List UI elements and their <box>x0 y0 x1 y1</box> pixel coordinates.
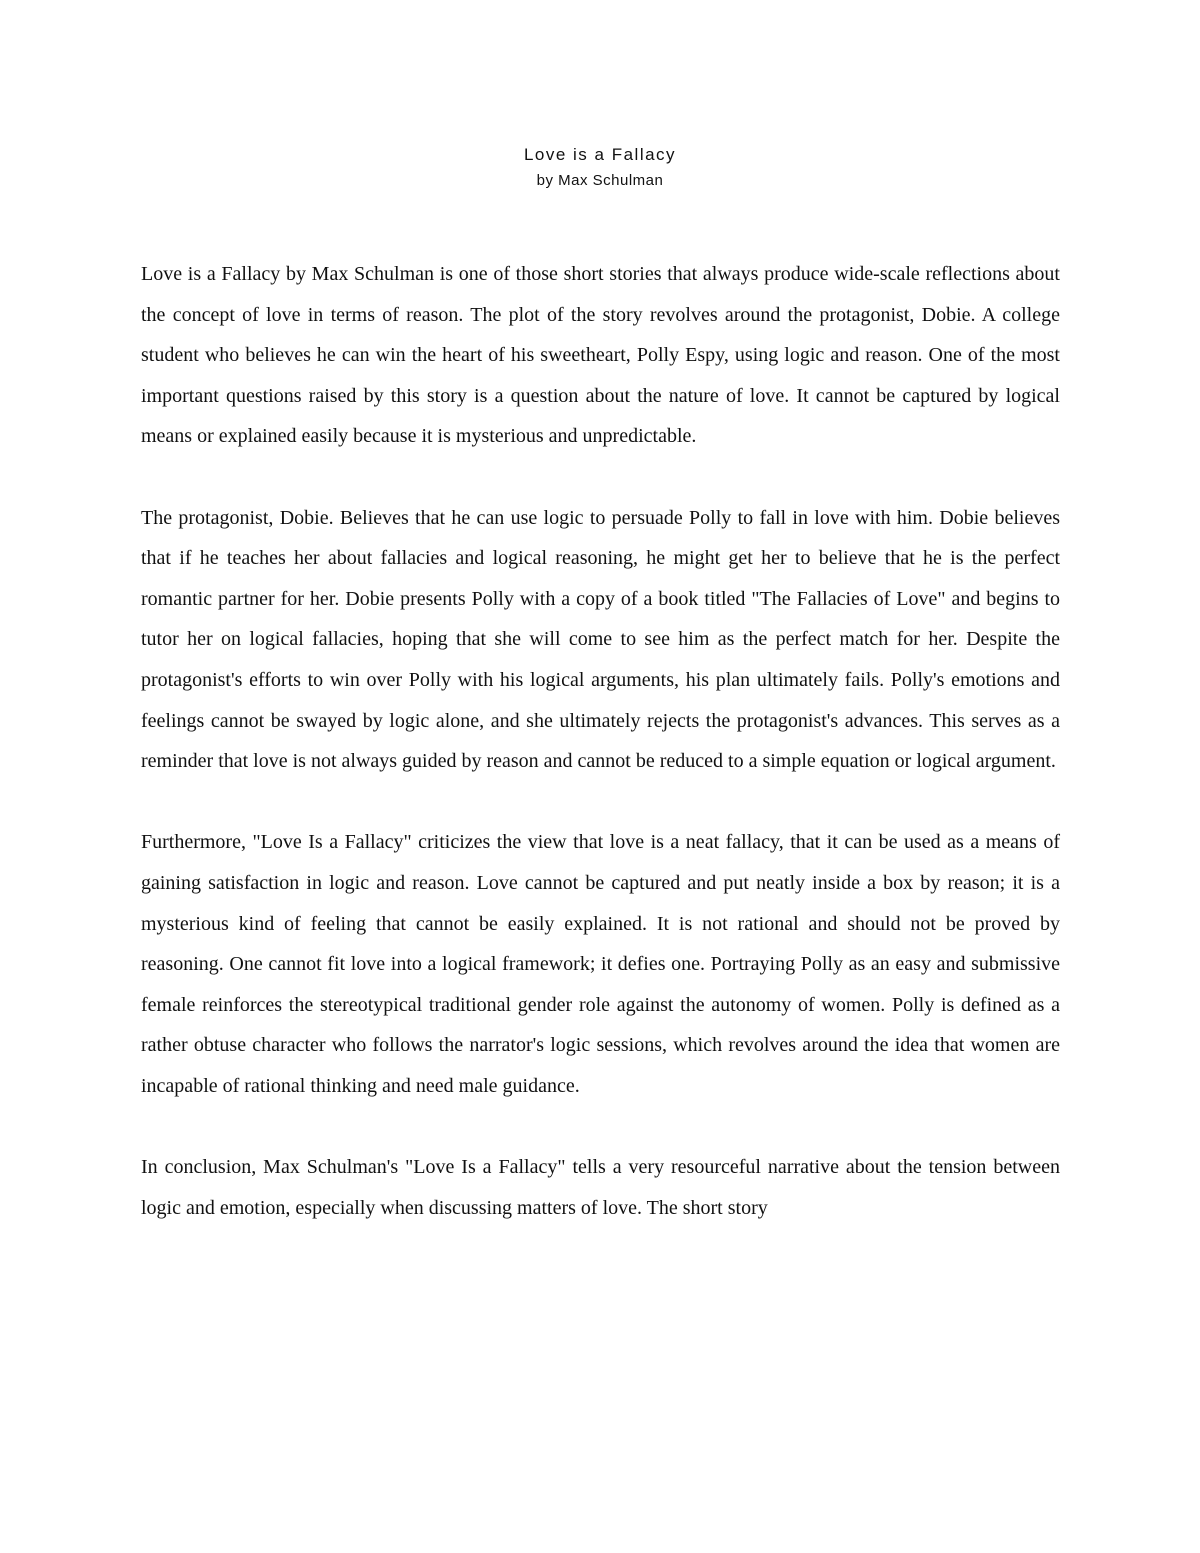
paragraph-protagonist: The protagonist, Dobie. Believes that he can use logic to persuade Polly to fall in love with him. Dobie believes that if he teaches her about fallacies and logical reasoning, he might get her to believe that he is the perfect romantic partner for her. Dobie presents Polly with a copy of a book titled "The Fallacies of Love" and begins to tutor her on logical fallacies, hoping that she will come to see him as the perfect match for her. Despite the protagonist's efforts to win over Polly with his logical arguments, his plan ultimately fails. Polly's emotions and feelings cannot be swayed by logic alone, and she ultimately rejects the protagonist's advances. This serves as a reminder that love is not always guided by reason and cannot be reduced to a simple equation or logical argument. <box>141 506 1060 773</box>
author-line: by Max Schulman <box>536 172 664 189</box>
paragraph-critique: Furthermore, "Love Is a Fallacy" criticizes the view that love is a neat fallacy, that it can be used as a means of gaining satisfaction in logic and reason. Love cannot be captured and put neatly inside a box by reason; it is a mysterious kind of feeling that cannot be easily explained. It is not rational and should not be proved by reasoning. One cannot fit love into a logical framework; it defies one. Portraying Polly as an easy and submissive female reinforces the stereotypical traditional gender role against the autonomy of women. Polly is defined as a rather obtuse character who follows the narrator's logic sessions, which revolves around the idea that women are incapable of rational thinking and need male guidance. <box>141 831 1060 1097</box>
document-title: Love is a Fallacy <box>523 145 677 164</box>
paragraph-intro: Love is a Fallacy by Max Schulman is one of those short stories that always produce wide-scale reflections about the concept of love in terms of reason. The plot of the story revolves around the protagonist, Dobie. A college student who believes he can win the heart of his sweetheart, Polly Espy, using logic and reason. One of the most important questions raised by this story is a question about the nature of love. It cannot be captured by logical means or explained easily because it is mysterious and unpredictable. <box>141 263 1060 448</box>
document-body <box>141 254 1060 1269</box>
paragraph-conclusion: In conclusion, Max Schulman's "Love Is a Fallacy" tells a very resourceful narrative about the tension between logic and emotion, especially when discussing matters of love. The short story <box>141 1156 1060 1219</box>
